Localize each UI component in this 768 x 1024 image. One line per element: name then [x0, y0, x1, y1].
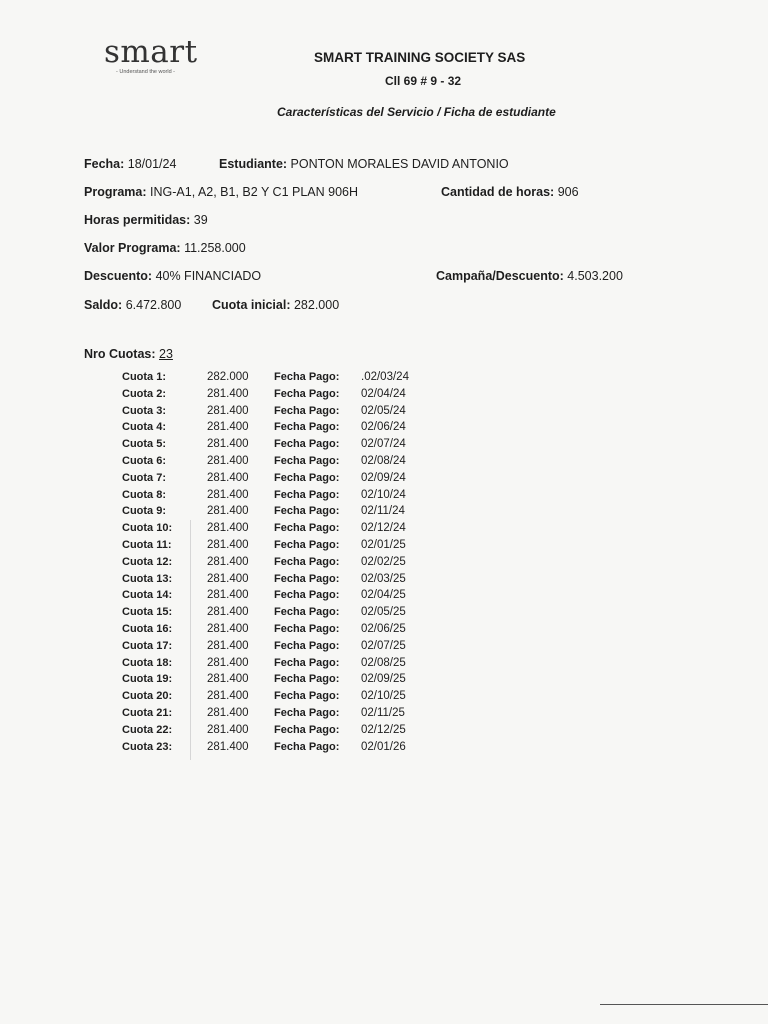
installment-amount: 281.400 — [207, 387, 249, 400]
installment-label: Cuota 18: — [122, 656, 173, 669]
installment-label: Cuota 11: — [122, 539, 172, 551]
saldo-label: Saldo: — [84, 298, 123, 312]
programa-label: Programa: — [84, 185, 147, 199]
descuento-label: Descuento: — [84, 269, 153, 283]
installment-amount: 281.400 — [207, 555, 249, 568]
valor-programa-field — [84, 241, 246, 255]
installment-row — [122, 472, 452, 489]
installment-amount: 281.400 — [207, 673, 249, 686]
installment-amount: 281.400 — [207, 723, 249, 736]
horas-permitidas-label: Horas permitidas: — [84, 213, 191, 227]
estudiante-value: PONTON MORALES DAVID ANTONIO — [290, 157, 509, 171]
installment-row — [122, 741, 452, 758]
payment-date: 02/05/24 — [361, 404, 406, 417]
cantidad-horas-field — [441, 185, 579, 199]
installment-row — [122, 707, 452, 724]
installment-amount: 281.400 — [207, 438, 249, 451]
nro-cuotas-field — [84, 347, 173, 361]
cuota-inicial-field — [212, 298, 339, 312]
payment-date: 02/10/24 — [361, 488, 406, 501]
payment-date-label: Fecha Pago: — [274, 656, 340, 669]
payment-date: 02/12/24 — [361, 522, 406, 535]
payment-date-label: Fecha Pago: — [274, 471, 340, 484]
installment-label: Cuota 19: — [122, 673, 173, 686]
installment-label: Cuota 14: — [122, 589, 173, 602]
installment-row — [122, 573, 452, 590]
payment-date: 02/09/25 — [361, 673, 406, 686]
payment-date-label: Fecha Pago: — [274, 673, 340, 686]
payment-date-label: Fecha Pago: — [274, 639, 340, 652]
payment-date-label: Fecha Pago: — [274, 589, 340, 602]
nro-cuotas-label: Nro Cuotas: — [84, 347, 156, 361]
installment-row — [122, 405, 452, 422]
estudiante-label: Estudiante: — [219, 157, 288, 171]
installment-row — [122, 657, 452, 674]
payment-date: 02/12/25 — [361, 723, 406, 736]
payment-date-label: Fecha Pago: — [274, 539, 340, 551]
installment-label: Cuota 13: — [122, 572, 173, 585]
installment-label: Cuota 1: — [122, 371, 166, 383]
scan-edge-line — [600, 1004, 768, 1005]
company-address: Cll 69 # 9 - 32 — [385, 74, 462, 88]
payment-date-label: Fecha Pago: — [274, 707, 340, 719]
cantidad-horas-label: Cantidad de horas: — [441, 185, 555, 199]
estudiante-field — [219, 157, 509, 171]
payment-date-label: Fecha Pago: — [274, 690, 340, 703]
installment-amount: 281.400 — [207, 421, 249, 434]
installment-label: Cuota 17: — [122, 639, 173, 652]
payment-date: 02/07/24 — [361, 438, 406, 451]
nro-cuotas-value: 23 — [159, 347, 173, 361]
payment-date: 02/11/24 — [361, 505, 405, 518]
saldo-value: 6.472.800 — [125, 298, 182, 312]
installment-row — [122, 489, 452, 506]
payment-date-label: Fecha Pago: — [274, 572, 340, 585]
programa-field — [84, 185, 358, 199]
descuento-field — [84, 269, 261, 283]
payment-date: .02/03/24 — [361, 371, 409, 383]
payment-date-label: Fecha Pago: — [274, 438, 340, 451]
payment-date: 02/08/25 — [361, 656, 406, 669]
campana-descuento-value: 4.503.200 — [567, 269, 623, 283]
campana-descuento-field — [436, 269, 623, 283]
saldo-field — [84, 298, 181, 312]
installment-row — [122, 690, 452, 707]
installment-label: Cuota 20: — [122, 690, 173, 703]
installment-amount: 281.400 — [207, 522, 249, 535]
payment-date: 02/07/25 — [361, 639, 406, 652]
programa-value: ING-A1, A2, B1, B2 Y C1 PLAN 906H — [150, 185, 358, 199]
horas-permitidas-field — [84, 213, 208, 227]
payment-date-label: Fecha Pago: — [274, 455, 340, 467]
payment-date: 02/01/26 — [361, 740, 406, 753]
payment-date: 02/06/24 — [361, 421, 406, 434]
installment-amount: 281.400 — [207, 639, 249, 652]
company-name: SMART TRAINING SOCIETY SAS — [314, 50, 526, 65]
installment-row — [122, 556, 452, 573]
payment-date: 02/09/24 — [361, 471, 406, 484]
descuento-value: 40% FINANCIADO — [155, 269, 262, 283]
payment-date-label: Fecha Pago: — [274, 421, 340, 434]
installment-row — [122, 371, 452, 388]
installment-amount: 281.400 — [207, 707, 249, 719]
payment-date-label: Fecha Pago: — [274, 371, 340, 383]
installment-amount: 281.400 — [207, 656, 249, 669]
installment-amount: 281.400 — [207, 455, 249, 467]
payment-date: 02/05/25 — [361, 606, 406, 619]
payment-date-label: Fecha Pago: — [274, 404, 340, 417]
installment-amount: 282.000 — [207, 371, 249, 383]
installment-amount: 281.400 — [207, 589, 249, 602]
payment-date-label: Fecha Pago: — [274, 555, 340, 568]
valor-programa-value: 11.258.000 — [184, 241, 246, 255]
cuota-inicial-value: 282.000 — [293, 298, 340, 312]
fecha-value: 18/01/24 — [127, 157, 177, 171]
payment-date: 02/06/25 — [361, 623, 406, 635]
installment-label: Cuota 7: — [122, 471, 166, 484]
payment-date-label: Fecha Pago: — [274, 387, 340, 400]
payment-date-label: Fecha Pago: — [274, 522, 340, 535]
installment-label: Cuota 2: — [122, 387, 166, 400]
installment-amount: 281.400 — [207, 404, 249, 417]
installment-row — [122, 724, 452, 741]
installment-label: Cuota 12: — [122, 555, 173, 568]
installment-label: Cuota 5: — [122, 438, 166, 451]
cuota-inicial-label: Cuota inicial: — [212, 298, 291, 312]
horas-permitidas-value: 39 — [193, 213, 208, 227]
installment-label: Cuota 9: — [122, 505, 166, 518]
payment-date: 02/03/25 — [361, 572, 406, 585]
installment-row — [122, 505, 452, 522]
installment-label: Cuota 21: — [122, 707, 173, 719]
installment-amount: 281.400 — [207, 488, 249, 501]
installment-row — [122, 388, 452, 405]
installment-amount: 281.400 — [207, 740, 249, 753]
cantidad-horas-value: 906 — [557, 185, 579, 199]
installment-label: Cuota 8: — [122, 488, 166, 501]
installment-amount: 281.400 — [207, 471, 249, 484]
payment-date-label: Fecha Pago: — [274, 505, 340, 518]
installment-label: Cuota 6: — [122, 455, 166, 467]
installment-row — [122, 640, 452, 657]
payment-date-label: Fecha Pago: — [274, 488, 340, 501]
installment-row — [122, 623, 452, 640]
payment-date-label: Fecha Pago: — [274, 723, 340, 736]
installment-row — [122, 539, 452, 556]
installment-row — [122, 455, 452, 472]
installment-amount: 281.400 — [207, 505, 249, 518]
campana-descuento-label: Campaña/Descuento: — [436, 269, 564, 283]
installment-amount: 281.400 — [207, 539, 249, 551]
installment-row — [122, 421, 452, 438]
installment-amount: 281.400 — [207, 572, 249, 585]
payment-date-label: Fecha Pago: — [274, 623, 340, 635]
payment-date: 02/02/25 — [361, 555, 406, 568]
payment-date: 02/04/25 — [361, 589, 406, 602]
payment-date: 02/01/25 — [361, 539, 406, 551]
installment-label: Cuota 3: — [122, 404, 166, 417]
installment-row — [122, 673, 452, 690]
installment-amount: 281.400 — [207, 623, 249, 635]
installment-row — [122, 606, 452, 623]
installment-amount: 281.400 — [207, 606, 249, 619]
installment-label: Cuota 22: — [122, 723, 173, 736]
fecha-field — [84, 157, 176, 171]
payment-date: 02/10/25 — [361, 690, 406, 703]
valor-programa-label: Valor Programa: — [84, 241, 181, 255]
payment-date: 02/04/24 — [361, 387, 406, 400]
installment-row — [122, 589, 452, 606]
installment-label: Cuota 23: — [122, 740, 173, 753]
fecha-label: Fecha: — [84, 157, 125, 171]
payment-date: 02/11/25 — [361, 707, 405, 719]
logo-tagline: - Understand the world - — [116, 69, 175, 75]
installment-row — [122, 438, 452, 455]
installment-row — [122, 522, 452, 539]
installment-label: Cuota 10: — [122, 522, 173, 535]
payment-date: 02/08/24 — [361, 455, 406, 467]
document-subtitle: Características del Servicio / Ficha de estudiante — [277, 105, 556, 119]
company-logo: smart — [104, 34, 198, 70]
installment-label: Cuota 16: — [122, 623, 173, 635]
payment-date-label: Fecha Pago: — [274, 606, 340, 619]
payment-date-label: Fecha Pago: — [274, 740, 340, 753]
installment-amount: 281.400 — [207, 690, 249, 703]
installment-label: Cuota 15: — [122, 606, 173, 619]
installment-label: Cuota 4: — [122, 421, 166, 434]
